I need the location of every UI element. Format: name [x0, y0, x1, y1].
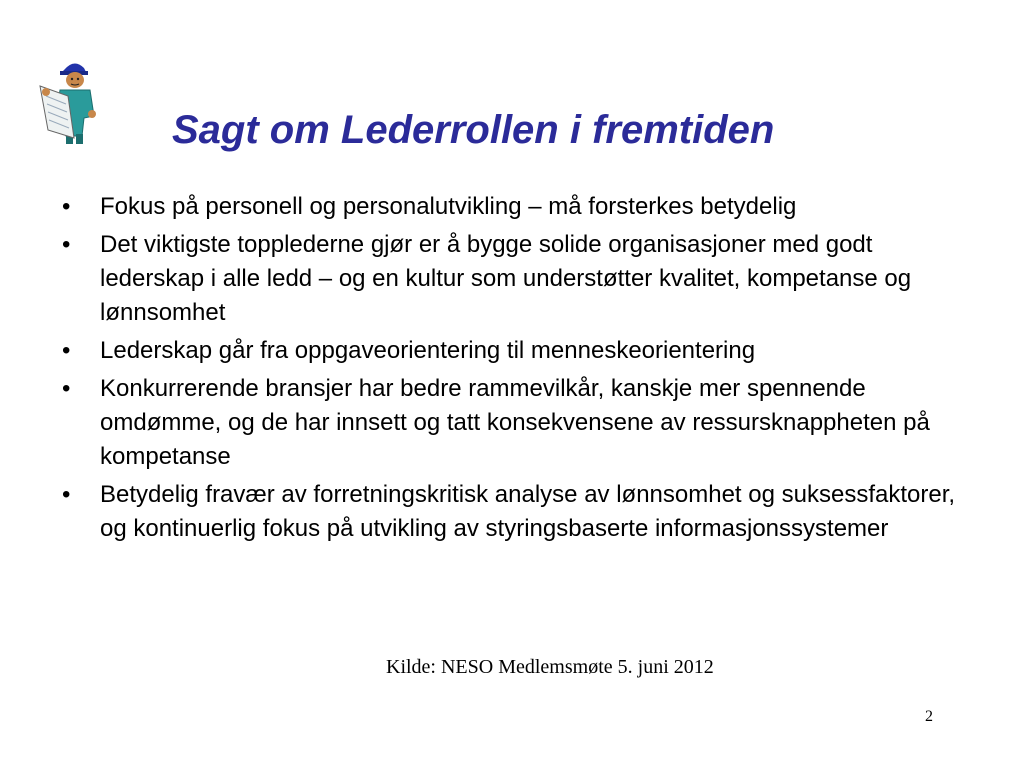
bullet-marker: •	[62, 231, 71, 258]
bullet-text: Konkurrerende bransjer har bedre rammevilkår, kanskje mer spennende omdømme, og de har innsett og tatt konsekvensene av ressursknappheten på kompetanse	[100, 375, 930, 470]
list-item	[62, 190, 962, 224]
bullet-list	[62, 190, 962, 550]
bullet-text: Fokus på personell og personalutvikling – må forsterkes betydelig	[100, 193, 797, 220]
page-number: 2	[925, 708, 933, 725]
bullet-marker: •	[62, 337, 71, 364]
worker-with-blueprint-icon	[38, 56, 110, 146]
list-item	[62, 334, 962, 368]
list-item	[62, 478, 962, 546]
bullet-marker: •	[62, 481, 71, 508]
slide-title: Sagt om Lederrollen i fremtiden	[172, 108, 775, 152]
bullet-text: Lederskap går fra oppgaveorientering til menneskeorientering	[100, 337, 756, 364]
bullet-marker: •	[62, 193, 71, 220]
bullet-text: Betydelig fravær av forretningskritisk analyse av lønnsomhet og suksessfaktorer, og kontinuerlig fokus på utvikling av styringsbaserte informasjonssystemer	[100, 481, 956, 542]
source-citation: Kilde: NESO Medlemsmøte 5. juni 2012	[386, 656, 714, 678]
bullet-text: Det viktigste topplederne gjør er å bygge solide organisasjoner med godt lederskap i alle ledd – og en kultur som understøtter kvalitet, kompetanse og lønnsomhet	[100, 231, 912, 326]
list-item	[62, 372, 962, 474]
bullet-marker: •	[62, 375, 71, 402]
list-item	[62, 228, 962, 330]
